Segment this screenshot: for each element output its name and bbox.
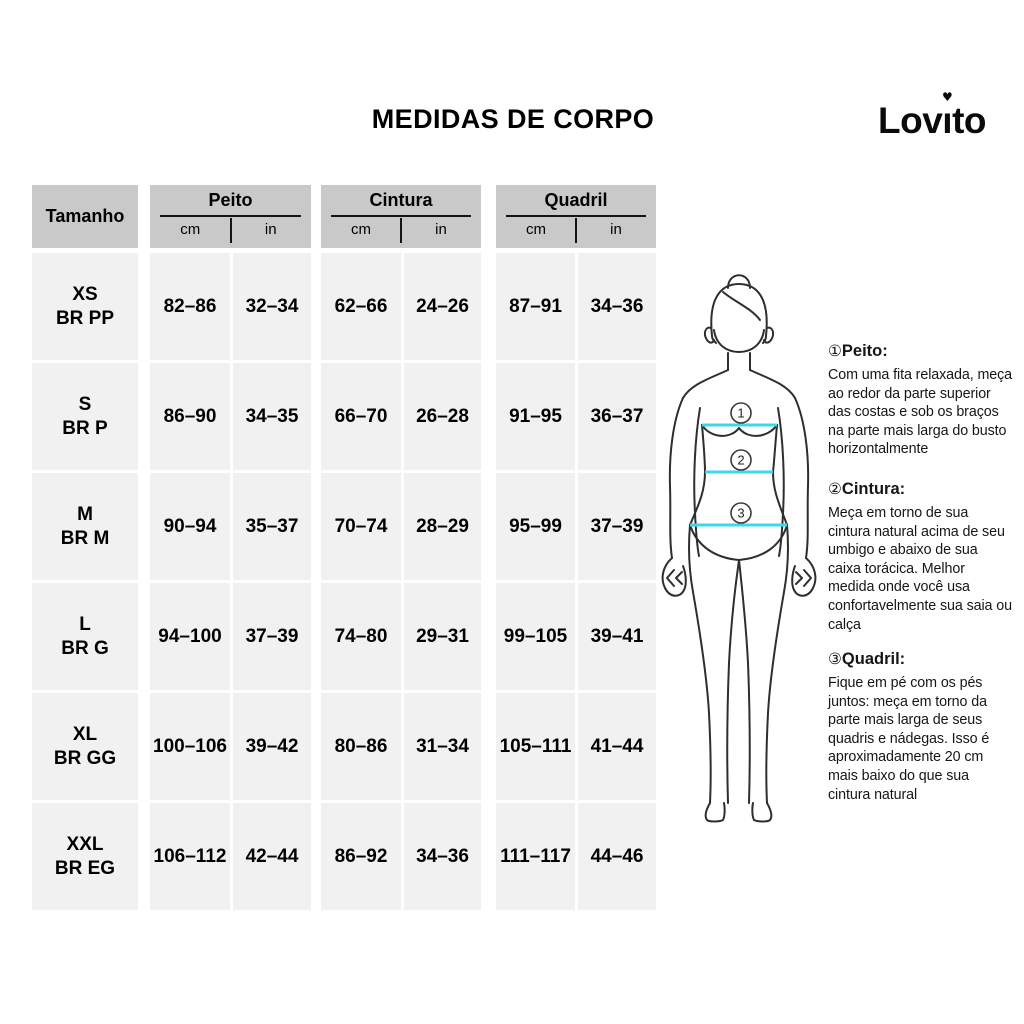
br-size-label: BR P <box>62 417 108 439</box>
logo-text-suffix: to <box>952 100 986 141</box>
value-cell: 28–29 <box>404 473 481 580</box>
size-label: L <box>79 613 91 635</box>
value-cell: 86–90 <box>150 363 230 470</box>
size-label: XS <box>72 283 98 305</box>
br-size-label: BR G <box>61 637 109 659</box>
value-cell: 91–95 <box>496 363 575 470</box>
hair-bun <box>728 275 750 288</box>
note-title-text: Quadril: <box>841 650 906 668</box>
value-cell: 94–100 <box>150 583 230 690</box>
circled-number-icon: ② <box>828 480 842 498</box>
size-label: XXL <box>66 833 104 855</box>
value-cell: 105–111 <box>496 693 575 800</box>
unit-label-in: in <box>610 221 622 238</box>
value-cell: 70–74 <box>321 473 401 580</box>
group-label: Quadril <box>544 190 608 210</box>
size-cell <box>32 693 138 800</box>
note-3 <box>828 650 1014 804</box>
value-cell: 34–35 <box>233 363 311 470</box>
table-header-group-cintura <box>321 185 481 248</box>
table-header-group-quadril <box>496 185 656 248</box>
unit-divider <box>400 218 402 243</box>
unit-label-cm: cm <box>526 221 546 238</box>
note-2 <box>828 480 1014 634</box>
page-title: MEDIDAS DE CORPO <box>371 104 655 134</box>
circled-number-icon: ③ <box>828 650 842 668</box>
unit-divider <box>575 218 577 243</box>
note-title-text: Peito: <box>841 342 888 360</box>
face-outline <box>714 330 764 352</box>
value-cell: 82–86 <box>150 253 230 360</box>
unit-label-cm: cm <box>351 221 371 238</box>
value-cell: 34–36 <box>404 803 481 910</box>
unit-divider <box>230 218 232 243</box>
note-body: Fique em pé com os pés juntos: meça em torno da parte mais larga de seus quadris e nádegas. Isso é aproximadamente 20 cm mais baixo do que sua cintura natural <box>828 675 990 803</box>
size-cell <box>32 803 138 910</box>
hair-outline <box>711 284 766 343</box>
size-label: M <box>77 503 93 525</box>
value-cell: 41–44 <box>578 693 656 800</box>
br-size-label: BR EG <box>54 857 116 879</box>
value-cell: 106–112 <box>150 803 230 910</box>
unit-label-cm: cm <box>180 221 201 238</box>
note-1 <box>828 342 1014 459</box>
value-cell: 35–37 <box>233 473 311 580</box>
value-cell: 37–39 <box>233 583 311 690</box>
value-cell: 86–92 <box>321 803 401 910</box>
hair-sweep <box>723 292 760 320</box>
value-cell: 42–44 <box>233 803 311 910</box>
value-cell: 29–31 <box>404 583 481 690</box>
value-cell: 99–105 <box>496 583 575 690</box>
marker-label-3: 3 <box>737 505 745 521</box>
size-label: S <box>78 393 92 415</box>
note-title-text: Cintura: <box>841 480 906 498</box>
body-figure-diagram <box>655 258 845 843</box>
bust-line <box>702 425 777 436</box>
left-foot <box>706 803 725 822</box>
value-cell: 32–34 <box>233 253 311 360</box>
right-hand <box>792 558 815 596</box>
note-title <box>828 650 1014 669</box>
unit-row <box>496 217 656 247</box>
brand-logo <box>878 90 986 142</box>
note-title <box>828 480 1014 499</box>
group-label: Peito <box>208 190 253 210</box>
hip-line <box>690 525 787 560</box>
table-header-group-peito <box>150 185 311 248</box>
marker-label-1: 1 <box>737 405 745 421</box>
circled-number-icon: ① <box>828 342 842 360</box>
value-cell: 37–39 <box>578 473 656 580</box>
size-cell <box>32 583 138 690</box>
value-cell: 111–117 <box>496 803 575 910</box>
table-header-size: Tamanho <box>32 185 138 248</box>
size-cell <box>32 473 138 580</box>
value-cell: 66–70 <box>321 363 401 470</box>
neck <box>728 353 750 370</box>
note-body: Com uma fita relaxada, meça ao redor da parte superior das costas e sob os braços na parte mais larga do busto horizontalmente <box>828 367 1013 458</box>
unit-row <box>150 217 311 247</box>
measure-point-markers <box>731 403 751 523</box>
marker-label-2: 2 <box>737 452 745 468</box>
value-cell: 62–66 <box>321 253 401 360</box>
value-cell: 39–42 <box>233 693 311 800</box>
value-cell: 90–94 <box>150 473 230 580</box>
value-cell: 74–80 <box>321 583 401 690</box>
left-hand <box>663 558 686 596</box>
heart-icon: ♥ <box>942 90 953 104</box>
logo-dotless-i: ı <box>942 100 953 141</box>
unit-row <box>321 217 481 247</box>
br-size-label: BR PP <box>55 307 115 329</box>
value-cell: 26–28 <box>404 363 481 470</box>
unit-label-in: in <box>435 221 447 238</box>
value-cell: 34–36 <box>578 253 656 360</box>
value-cell: 87–91 <box>496 253 575 360</box>
note-title <box>828 342 1014 361</box>
unit-label-in: in <box>264 221 277 238</box>
br-size-label: BR M <box>60 527 110 549</box>
logo-text-prefix: Lov <box>878 100 943 141</box>
size-cell <box>32 253 138 360</box>
value-cell: 44–46 <box>578 803 656 910</box>
right-foot <box>752 803 771 822</box>
br-size-label: BR GG <box>53 747 117 769</box>
group-label: Cintura <box>369 190 433 210</box>
size-cell <box>32 363 138 470</box>
value-cell: 95–99 <box>496 473 575 580</box>
value-cell: 80–86 <box>321 693 401 800</box>
value-cell: 36–37 <box>578 363 656 470</box>
value-cell: 24–26 <box>404 253 481 360</box>
size-label: XL <box>72 723 98 745</box>
note-body: Meça em torno de sua cintura natural acima de seu umbigo e abaixo de sua caixa torácica. Melhor medida onde você usa confortavelmente sua saia ou calça <box>828 505 1012 633</box>
value-cell: 100–106 <box>150 693 230 800</box>
value-cell: 31–34 <box>404 693 481 800</box>
value-cell: 39–41 <box>578 583 656 690</box>
